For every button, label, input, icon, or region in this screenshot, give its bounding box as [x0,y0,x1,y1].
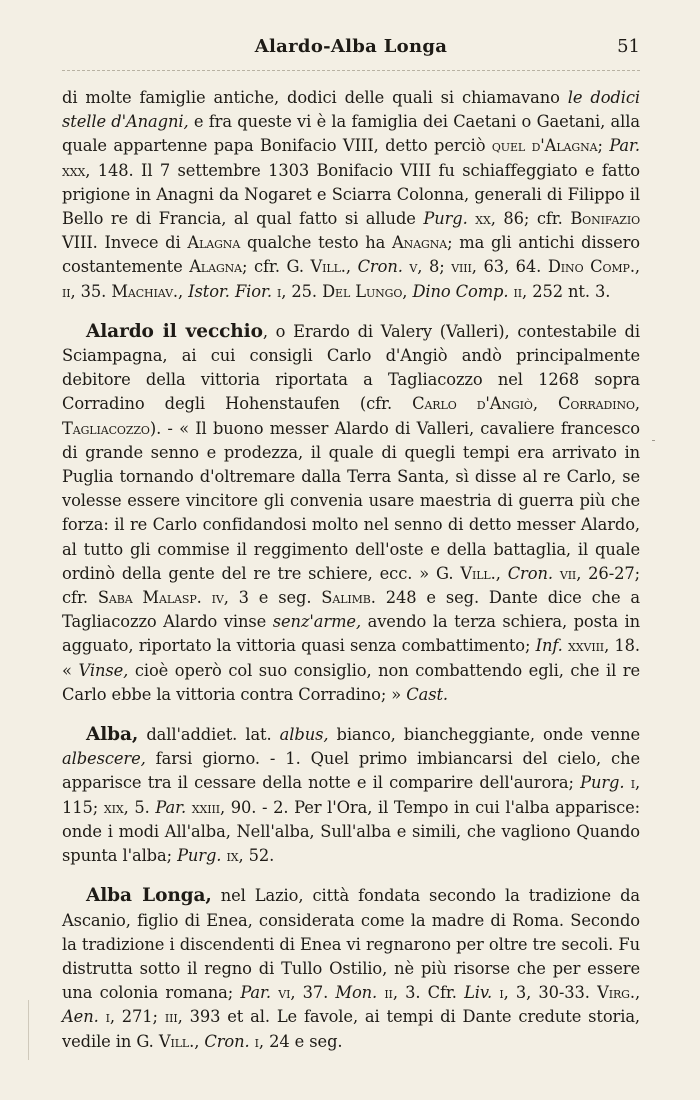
small-caps-reference: iv [211,588,224,608]
dictionary-text [62,86,640,1070]
header-rule [62,70,640,71]
text-run: , 3, 30-33. [503,983,598,1003]
italic-reference: le dodici stelle d'Anagni, [62,88,640,132]
small-caps-reference: ii [62,281,71,301]
small-caps-reference: Dino Comp. [547,257,635,277]
paper-speck [652,440,655,441]
dictionary-entry [62,723,640,868]
text-run: , 24 e seg. [258,1031,343,1051]
text-run: , [634,394,640,414]
italic-reference: Istor. Fior. [188,281,272,301]
small-caps-reference: v [409,257,418,277]
small-caps-reference: xxviii [568,636,605,656]
text-run: , 52. [238,846,275,866]
small-caps-reference: i [254,1031,259,1051]
text-run: , 26-27; cfr. [62,563,640,608]
italic-reference: albescere, [62,749,146,769]
small-caps-reference: iii [164,1007,178,1027]
small-caps-reference: xxx [62,160,86,180]
small-caps-reference: Vill. [310,257,346,277]
small-caps-reference: ix [226,846,239,866]
italic-reference: Liv. [464,983,493,1003]
italic-reference: Par. [240,983,272,1003]
small-caps-reference: Bonifazio VIII [62,209,640,253]
entry-headword: Alba, [86,724,139,746]
text-run: ; [597,136,610,156]
dictionary-entry [62,320,640,707]
text-run: dall'addiet. lat. [138,725,280,745]
text-run: , [402,281,413,301]
paper-edge-mark [28,1000,29,1060]
text-run: ; ma gli antichi dissero costantemente [62,233,640,277]
text-run: ). - « Il buono messer Alardo di Valleri, cavaliere francesco di grande senno e prodezza, il quale di quegli tempi era arrivato in Puglia tornando d'oltremare dalla Terra Santa, sì disse al re Carlo, se volesse essere vincitore gli convenia usare maestria di guerra più che forza: il re Carlo confidandosi molto nel senno di detto messer Alardo, al tutto gli commise il reggimento dell'oste e della battaglia, il quale ordinò della gente del re tre schiere, ecc. » G. [62,418,640,583]
small-caps-reference: vii [559,563,577,583]
text-run: , 35. [70,281,112,301]
small-caps-reference: i [630,773,635,793]
italic-reference: Aen. [62,1007,99,1027]
text-run: , 37. [290,983,336,1003]
running-title: Alardo-Alba Longa [254,36,448,57]
italic-reference: Mon. [335,983,378,1003]
text-run: farsi giorno. - 1. Quel primo imbiancarsi del cielo, che apparisce tra il cessare della notte e il comparire dell'aurora; [62,749,640,793]
small-caps-reference: vi [278,983,291,1003]
italic-reference: Dino Comp. [412,281,509,301]
text-run: qualche testo ha [240,233,393,253]
small-caps-reference: i [105,1007,110,1027]
small-caps-reference: Salimb. [321,588,376,608]
entry-continuation [62,86,640,304]
text-run: ; cfr. G. [242,257,311,277]
text-run: , 63, 64. [471,257,548,277]
italic-reference: Par. [155,797,187,817]
italic-reference: Purg. [423,209,468,229]
small-caps-reference: Del Lungo [322,281,403,301]
text-run: cioè operò col suo consiglio, non combattendo egli, che il re Carlo ebbe la vittoria contra Corradino; » [62,660,641,704]
small-caps-reference: ii [384,983,393,1003]
text-run: , 3. Cfr. [392,983,465,1003]
italic-reference: Purg. [177,846,222,866]
text-run: 248 e seg. Dante dice che a Tagliacozzo Alardo vinse [62,588,641,632]
text-run [202,588,212,607]
text-run [553,564,560,583]
italic-reference: Cron. [357,257,403,277]
italic-reference: Inf. [535,636,563,656]
small-caps-reference: viii [451,257,472,277]
small-caps-reference: quel d'Alagna [491,136,598,156]
small-caps-reference: i [277,281,282,301]
text-run: , 115; [62,773,641,817]
small-caps-reference: Vill. [460,563,496,583]
small-caps-reference: Anagna [392,233,448,253]
text-run [99,1007,106,1026]
entry-headword: Alba Longa, [86,885,212,907]
page-number: 51 [617,36,640,57]
small-caps-reference: Virg. [597,983,635,1003]
small-caps-reference: xxiii [191,797,220,817]
text-run: , 148. Il 7 settembre 1303 Bonifacio VIII fu schiaffeggiato e fatto prigione in Anagni da Nogaret e Sciarra Colonna, generali di Filippo il Bello re di Francia, al qual fatto si allude [62,160,640,229]
small-caps-reference: ii [513,281,523,301]
text-run: avendo la terza schiera, posta in agguato, riportato la vittoria quasi senza combattimento; [62,612,640,656]
small-caps-reference: xix [103,797,124,817]
italic-reference: senz'arme, [272,612,362,632]
text-run: , 3 e seg. [223,588,322,608]
small-caps-reference: Alagna [189,257,242,277]
text-run: e fra queste vi è la famiglia dei Caetani o Gaetani, alla quale appartenne papa Bonifacio VIII, detto perciò [62,112,640,156]
small-caps-reference: Tagliacozzo [62,418,150,438]
italic-reference: Cast. [406,684,448,704]
text-run: nel Lazio, città fondata secondo la tradizione da Ascanio, figlio di Enea, considerata come la madre di Roma. Secondo la tradizione i discendenti di Enea vi regnarono per oltre tre secoli. Fu distrutta sotto il regno di Tullo Ostilio, nè più risorse che per essere una colonia romana; [62,886,640,1003]
small-caps-reference: i [499,983,504,1003]
text-run: , [532,394,559,414]
text-run: , o Erardo di Valery (Valleri), contestabile di Sciampagna, ai cui consigli Carlo d'Angiò andò principalmente debitore della vittoria riportata a Tagliacozzo nel 1268 sopra Corradino degli Hohenstaufen (cfr. [62,321,640,414]
small-caps-reference: Saba Malasp. [97,588,202,608]
text-run: bianco, biancheggiante, onde venne [328,725,640,745]
text-run: , [194,1031,205,1051]
text-run: , 271; [109,1007,165,1027]
text-run: , [634,257,640,277]
text-run: , [345,257,358,277]
small-caps-reference: Corradino [558,394,635,414]
italic-reference: Cron. [204,1031,250,1051]
small-caps-reference: Vill. [158,1031,195,1051]
small-caps-reference: xx [475,209,491,229]
text-run: , 25. [281,281,323,301]
running-header [62,36,640,66]
text-run: , 252 nt. 3. [522,281,611,301]
italic-reference: albus, [279,725,329,745]
small-caps-reference: Alagna [187,233,241,253]
dictionary-entry [62,884,640,1053]
text-run: , 393 et al. Le favole, ai tempi di Dante credute storia, vedile in G. [62,1007,641,1051]
entry-headword: Alardo il vecchio [86,320,263,342]
text-run: . Invece di [92,233,188,253]
text-run: , 86; cfr. [490,209,571,229]
text-run: , 90. - 2. Per l'Ora, il Tempo in cui l'alba apparisce: onde i modi All'alba, Nell'alba, Sull'alba e simili, che vagliono Quando spunta l'alba; [62,797,641,866]
italic-reference: Cron. [507,563,553,583]
small-caps-reference: Machiav. [111,281,179,301]
text-run: , [495,563,508,583]
italic-reference: Purg. [580,773,625,793]
small-caps-reference: Carlo d'Angiò [412,394,533,414]
text-run: , 18. « [62,636,640,680]
text-run: , [178,281,189,301]
text-run: , [634,983,641,1003]
text-run: , 5. [123,797,156,817]
text-run: di molte famiglie antiche, dodici delle quali si chiamavano [62,88,568,107]
italic-reference: Par. [609,136,641,156]
italic-reference: Vinse, [78,660,129,680]
text-run: , 8; [417,257,452,277]
